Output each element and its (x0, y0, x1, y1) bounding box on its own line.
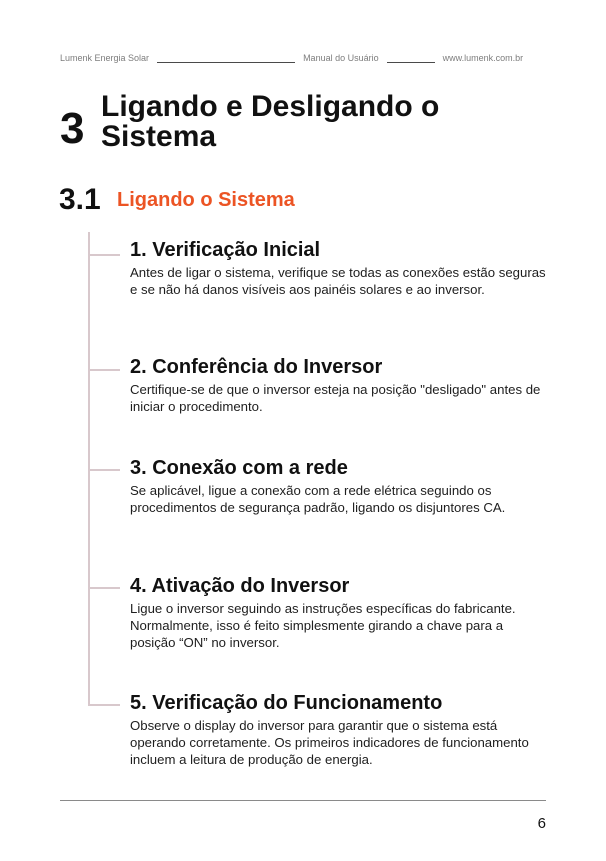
step-body: Observe o display do inversor para garantir que o sistema está operando corretamente. Os primeiros indicadores de funcionamento incluem a leitura de produção de energia. (130, 718, 529, 767)
step-3 (130, 456, 550, 516)
footer-divider (60, 800, 546, 801)
step-5 (130, 691, 550, 768)
section-title: Ligando o Sistema (117, 189, 295, 211)
step-2 (130, 355, 550, 415)
timeline-tick (88, 469, 120, 471)
step-title: 4. Ativação do Inversor (130, 575, 350, 597)
timeline-tick (88, 369, 120, 371)
step-body: Certifique-se de que o inversor esteja na posição "desligado" antes de iniciar o procedimento. (130, 382, 541, 414)
step-title: 1. Verificação Inicial (130, 239, 321, 261)
header-website: www.lumenk.com.br (442, 53, 524, 63)
step-4 (130, 574, 550, 651)
step-1 (130, 238, 550, 298)
section-number: 3.1 (59, 183, 101, 216)
step-title: 3. Conexão com a rede (130, 457, 348, 479)
step-body: Ligue o inversor seguindo as instruções específicas do fabricante. Normalmente, isso é feito simplesmente girando a chave para a posição “ON” no inversor. (130, 601, 516, 650)
chapter-number: 3 (60, 104, 85, 153)
step-title: 5. Verificação do Funcionamento (130, 692, 443, 714)
page-number: 6 (537, 815, 546, 832)
header-divider (387, 62, 435, 63)
header-doc-type: Manual do Usuário (303, 53, 379, 63)
page-header (60, 51, 546, 65)
step-body: Antes de ligar o sistema, verifique se todas as conexões estão seguras e se não há danos visíveis aos painéis solares e ao inversor. (130, 265, 546, 297)
step-body: Se aplicável, ligue a conexão com a rede elétrica seguindo os procedimentos de segurança padrão, ligando os disjuntores CA. (130, 483, 506, 515)
header-company: Lumenk Energia Solar (60, 53, 150, 63)
timeline-tick (88, 254, 120, 256)
step-title: 2. Conferência do Inversor (130, 356, 383, 378)
timeline-tick (88, 587, 120, 589)
timeline-tick (88, 704, 120, 706)
chapter-title: Ligando e Desligando o Sistema (101, 90, 440, 153)
header-divider (157, 62, 295, 63)
